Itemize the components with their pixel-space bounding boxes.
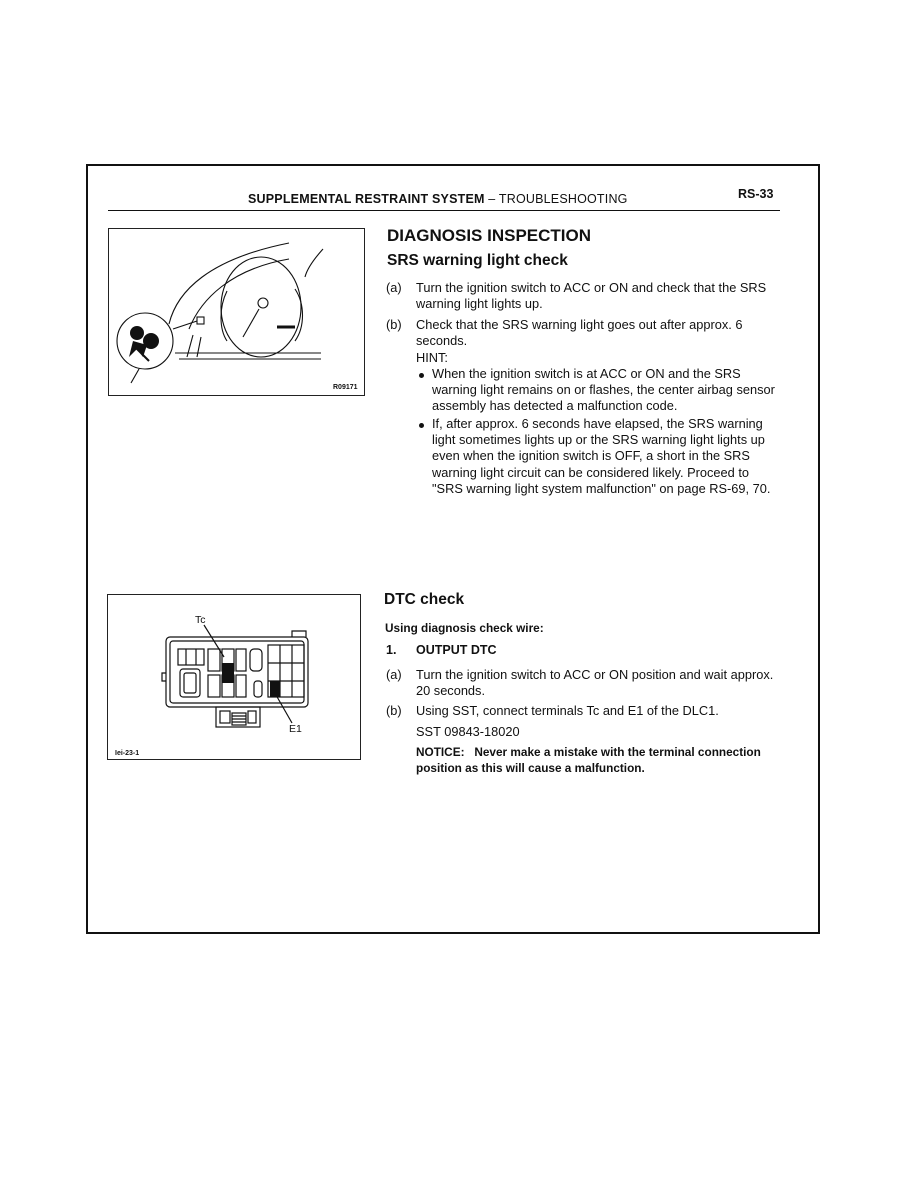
notice-text: Never make a mistake with the terminal connection position as this will cause a malfunction. [416,745,761,775]
sst-number: SST 09843-18020 [416,724,520,739]
bullet-dot [419,423,424,428]
step-mark-b: (b) [386,703,402,718]
label-e1: E1 [289,723,302,735]
figure-code: R09171 [333,384,358,391]
step-text-b: Using SST, connect terminals Tc and E1 of the DLC1. [416,703,719,718]
header-divider [108,210,780,211]
subsection-title-dtc-check: DTC check [384,591,465,608]
page-number: RS-33 [738,187,774,201]
bullet-dot [419,373,424,378]
srs-warning-light-figure [108,228,365,396]
step-mark-a: (a) [386,667,402,682]
hint-text-2: If, after approx. 6 seconds have elapsed, the SRS warning light sometimes lights up or the SRS warning light lights up even when the ignition switch is OFF, a short in the SRS warning light circuit can be considered likely. Proceed to "SRS warning light system malfunction" on page RS-69, 70. [432,416,771,496]
step-title-output-dtc: OUTPUT DTC [416,643,497,657]
step-mark-a: (a) [386,280,402,295]
using-diagnosis-check-wire: Using diagnosis check wire: [385,621,544,635]
hint-label: HINT: [416,350,448,365]
section-title-diagnosis-inspection: DIAGNOSIS INSPECTION [387,226,592,245]
dlc1-connector-figure [107,594,361,760]
step-text-b: Check that the SRS warning light goes out after approx. 6 seconds. [416,317,743,349]
instrument-cluster-illustration [109,229,366,397]
hint-text-1: When the ignition switch is at ACC or ON and the SRS warning light remains on or flashes, the center airbag sensor assembly has detected a malfunction code. [432,366,775,414]
dlc1-connector-illustration [108,595,362,761]
subsection-title-srs-warning-light-check: SRS warning light check [387,252,568,269]
label-tc: Tc [195,614,206,626]
page-header-title: SUPPLEMENTAL RESTRAINT SYSTEM – TROUBLESHOOTING [248,192,628,206]
figure-code: Iei-23-1 [115,750,140,757]
step-text-a: Turn the ignition switch to ACC or ON and check that the SRS warning light lights up. [416,280,767,312]
step-number-1: 1. [386,643,397,657]
notice-label: NOTICE: [416,745,465,759]
step-text-a: Turn the ignition switch to ACC or ON position and wait approx. 20 seconds. [416,667,774,699]
notice-block [416,744,778,776]
step-mark-b: (b) [386,317,402,332]
